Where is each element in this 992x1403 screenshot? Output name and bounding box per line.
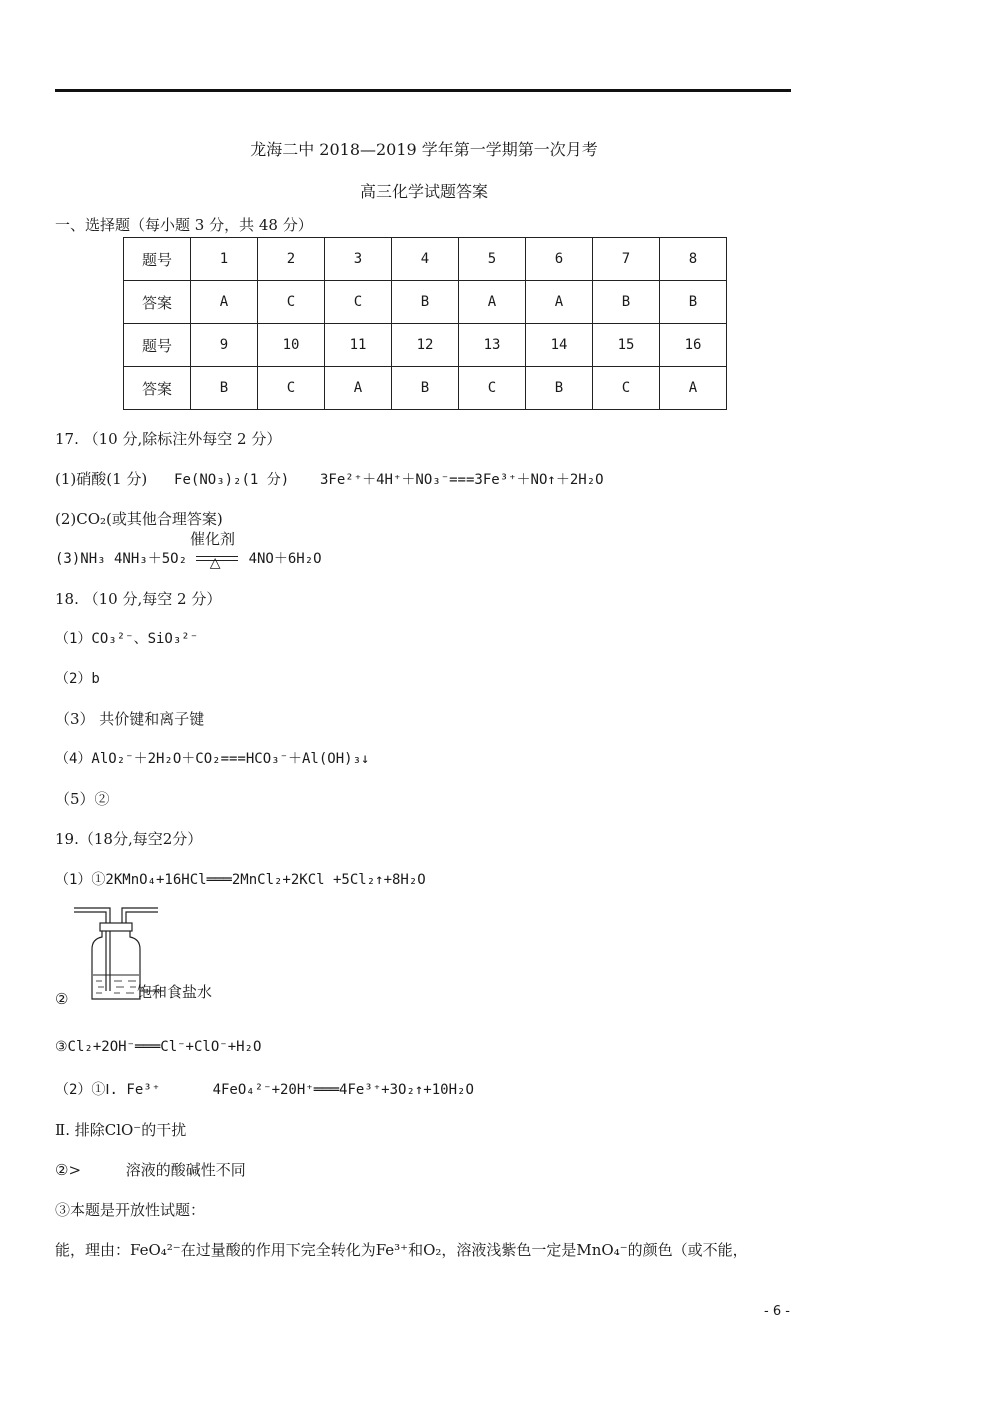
table-cell: B (392, 367, 459, 410)
document-subtitle: 高三化学试题答案 (359, 182, 488, 201)
q19-answer-6-part-a: ②> (55, 1161, 82, 1179)
table-cell: 2 (258, 238, 325, 281)
table-cell: C (325, 281, 392, 324)
table-row (124, 324, 727, 367)
table-cell: C (258, 281, 325, 324)
table-cell: 1 (191, 238, 258, 281)
q19-answer-1: （1）①2KMnO₄+16HCl═══2MnCl₂+2KCl +5Cl₂↑+8H₂O (55, 872, 426, 888)
row-label: 答案 (124, 281, 191, 324)
row-label: 题号 (124, 238, 191, 281)
table-cell: A (191, 281, 258, 324)
table-cell: 8 (660, 238, 727, 281)
q19-answer-4-part-a: （2）①Ⅰ. Fe³⁺ (55, 1082, 161, 1098)
q17-line-1-part-b: Fe(NO₃)₂(1 分) (174, 472, 290, 488)
q19-diagram-marker: ② (55, 990, 69, 1008)
table-cell: 12 (392, 324, 459, 367)
table-cell: 4 (392, 238, 459, 281)
q19-answer-4 (55, 1079, 474, 1099)
q17-line-3 (55, 548, 322, 571)
table-cell: 16 (660, 324, 727, 367)
table-cell: B (191, 367, 258, 410)
q19-answer-7: ③本题是开放性试题： (55, 1201, 206, 1219)
q19-answer-4-part-b: 4FeO₄²⁻+20H⁺═══4Fe³⁺+3O₂↑+10H₂O (212, 1082, 474, 1098)
table-cell: 14 (526, 324, 593, 367)
table-cell: 11 (325, 324, 392, 367)
document-title: 龙海二中 2018—2019 学年第一学期第一次月考 (250, 140, 598, 159)
heat-symbol: △ (209, 555, 221, 571)
q17-line-1 (55, 468, 604, 489)
table-cell: C (593, 367, 660, 410)
catalyst-label: 催化剂 (190, 530, 236, 548)
q18-answer-1: （1）CO₃²⁻、SiO₃²⁻ (55, 631, 199, 647)
table-cell: A (526, 281, 593, 324)
table-cell: 7 (593, 238, 660, 281)
table-cell: C (258, 367, 325, 410)
table-row (124, 367, 727, 410)
q19-answer-5: Ⅱ. 排除ClO⁻的干扰 (55, 1121, 187, 1139)
answer-table (123, 237, 727, 410)
q19-heading: 19.（18分,每空2分） (55, 830, 203, 848)
table-cell: A (459, 281, 526, 324)
page-number: - 6 - (764, 1304, 790, 1319)
q17-line-3-part-a: (3)NH₃ 4NH₃＋5O₂ (55, 551, 188, 567)
q17-line-3-part-b: 4NO＋6H₂O (248, 551, 322, 567)
q18-answer-5: （5）② (55, 790, 110, 808)
row-label: 题号 (124, 324, 191, 367)
q19-answer-3: ③Cl₂+2OH⁻═══Cl⁻+ClO⁻+H₂O (55, 1039, 262, 1055)
q17-line-2: (2)CO₂(或其他合理答案) (55, 510, 223, 528)
q17-line-1-part-c: 3Fe²⁺＋4H⁺＋NO₃⁻===3Fe³⁺＋NO↑＋2H₂O (319, 472, 604, 488)
q17-heading: 17. （10 分,除标注外每空 2 分） (55, 430, 282, 448)
table-cell: B (526, 367, 593, 410)
table-cell: A (325, 367, 392, 410)
table-cell: C (459, 367, 526, 410)
saturated-brine-label: 饱和食盐水 (137, 983, 213, 1001)
table-cell: 13 (459, 324, 526, 367)
q17-line-1-part-a: (1)硝酸(1 分) (55, 470, 148, 488)
table-cell: B (392, 281, 459, 324)
table-cell: A (660, 367, 727, 410)
table-cell: 3 (325, 238, 392, 281)
q18-answer-4: （4）AlO₂⁻＋2H₂O＋CO₂===HCO₃⁻＋Al(OH)₃↓ (55, 751, 370, 767)
table-row (124, 238, 727, 281)
top-rule (55, 89, 791, 92)
q18-answer-3: （3） 共价键和离子键 (55, 710, 205, 728)
reaction-condition (196, 549, 240, 571)
table-cell: 5 (459, 238, 526, 281)
q18-answer-2: （2）b (55, 671, 100, 687)
q19-answer-6 (55, 1159, 246, 1180)
table-cell: 15 (593, 324, 660, 367)
q19-answer-6-part-b: 溶液的酸碱性不同 (125, 1161, 246, 1179)
table-cell: 6 (526, 238, 593, 281)
row-label: 答案 (124, 367, 191, 410)
table-cell: 10 (258, 324, 325, 367)
table-cell: B (593, 281, 660, 324)
table-row (124, 281, 727, 324)
q18-heading: 18. （10 分,每空 2 分） (55, 590, 222, 608)
q19-answer-8: 能，理由：FeO₄²⁻在过量酸的作用下完全转化为Fe³⁺和O₂，溶液浅紫色一定是MnO₄⁻的颜色（或不能， (55, 1241, 748, 1259)
table-cell: 9 (191, 324, 258, 367)
table-cell: B (660, 281, 727, 324)
section1-heading: 一、选择题（每小题 3 分，共 48 分） (55, 216, 313, 234)
